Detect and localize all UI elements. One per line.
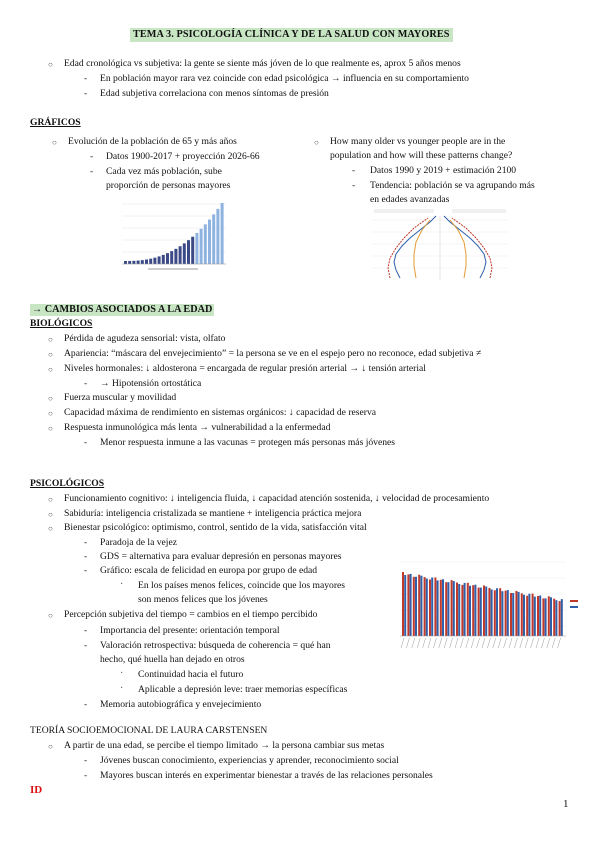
thumbnail-bar xyxy=(507,590,509,636)
bullet-dash-icon: - xyxy=(84,640,88,651)
graf-left-line-2: Datos 1900-2017 + proyección 2026-66 xyxy=(106,151,260,162)
bullet-dash-icon: - xyxy=(84,537,88,548)
thumbnail-bar xyxy=(561,599,563,636)
thumbnail-bar xyxy=(537,596,539,636)
thumbnail-bar xyxy=(542,598,544,636)
thumbnail-bar xyxy=(469,586,471,636)
bullet-circle-icon: ○ xyxy=(48,394,53,403)
graf-right-line-1: How many older vs younger people are in the xyxy=(330,136,506,147)
bio-line-1: Pérdida de agudeza sensorial: vista, olfato xyxy=(64,333,226,344)
thumbnail-bar xyxy=(496,588,498,636)
thumbnail-bar xyxy=(505,591,507,636)
thumbnail-bar xyxy=(437,580,439,636)
bullet-dash-icon: - xyxy=(84,73,88,84)
bullet-circle-icon: ○ xyxy=(48,409,53,418)
thumbnail-bar xyxy=(534,597,536,636)
section-cambios-heading: → CAMBIOS ASOCIADOS A LA EDAD xyxy=(32,304,213,315)
thumbnail-bar xyxy=(559,601,561,636)
thumbnail-bar xyxy=(208,220,211,264)
psi-line-10: Importancia del presente: orientación temporal xyxy=(100,625,280,636)
thumbnail-bar xyxy=(474,585,476,636)
teoria-line-3: Mayores buscan interés en experimentar bienestar a través de las relaciones personales xyxy=(100,770,433,781)
thumbnail-bar xyxy=(491,589,493,636)
thumbnail-bar xyxy=(453,581,455,636)
graf-right-line-2: population and how will these patterns change? xyxy=(330,150,513,161)
thumbnail-bar xyxy=(434,577,436,636)
bullet-dash-icon: - xyxy=(90,166,94,177)
thumbnail-bar xyxy=(170,251,173,264)
thumbnail-bar xyxy=(447,582,449,636)
thumbnail-bar xyxy=(518,592,520,636)
thumbnail-bar xyxy=(464,583,466,636)
psi-line-4: Paradoja de la vejez xyxy=(100,537,177,548)
bullet-circle-icon: ○ xyxy=(48,510,53,519)
bullet-circle-icon: ○ xyxy=(52,138,57,147)
section-teoria-heading: TEORÍA SOCIOEMOCIONAL DE LAURA CARSTENSEN xyxy=(30,725,268,736)
thumbnail-bar xyxy=(141,260,144,264)
thumbnail-bar xyxy=(550,597,552,636)
bullet-dash-icon: - xyxy=(84,755,88,766)
thumbnail-bar xyxy=(461,585,463,636)
bullet-dot-icon: · xyxy=(120,668,124,679)
happiness-europe-chart-image xyxy=(394,552,584,660)
thumbnail-bar xyxy=(499,588,501,636)
psi-line-3: Bienestar psicológico: optimismo, control, sentido de la vida, satisfacción vital xyxy=(64,522,367,533)
page-number: 1 xyxy=(563,798,569,810)
psi-line-1: Funcionamiento cognitivo: ↓ inteligencia fluida, ↓ capacidad atención sostenida, ↓ velocidad de procesamiento xyxy=(64,493,490,504)
thumbnail-bar xyxy=(532,594,534,636)
bio-line-5: Fuerza muscular y movilidad xyxy=(64,392,177,403)
bullet-dot-icon: · xyxy=(120,683,124,694)
thumbnail-bar xyxy=(429,580,431,637)
thumbnail-bar xyxy=(424,577,426,636)
graf-left-line-3: Cada vez más población, sube xyxy=(106,166,222,177)
thumbnail-bar xyxy=(478,588,480,636)
thumbnail-bar xyxy=(132,261,135,264)
bio-line-7: Respuesta inmunológica más lenta → vulnerabilidad a la enfermedad xyxy=(64,422,331,433)
intro-line-2: En población mayor rara vez coincide con edad psicológica → influencia en su comportamiento xyxy=(100,73,469,84)
intro-line-3: Edad subjetiva correlaciona con menos síntomas de presión xyxy=(100,88,329,99)
bullet-circle-icon: ○ xyxy=(48,611,53,620)
population-growth-chart-image xyxy=(108,196,230,274)
bullet-circle-icon: ○ xyxy=(48,495,53,504)
thumbnail-bar xyxy=(501,591,503,636)
thumbnail-bar xyxy=(174,249,177,264)
bio-line-4: → Hipotensión ortostática xyxy=(100,378,202,389)
thumbnail-bar xyxy=(440,580,442,636)
thumbnail-bar xyxy=(145,260,148,264)
thumbnail-bar xyxy=(410,574,412,636)
thumbnail-bar xyxy=(445,582,447,636)
thumbnail-bar xyxy=(431,578,433,637)
thumbnail-bar xyxy=(124,261,127,264)
bullet-circle-icon: ○ xyxy=(48,335,53,344)
bullet-dash-icon: - xyxy=(84,437,88,448)
bullet-circle-icon: ○ xyxy=(48,350,53,359)
thumbnail-bar xyxy=(523,595,525,636)
bullet-dash-icon: - xyxy=(90,151,94,162)
psi-line-11: Valoración retrospectiva: búsqueda de coherencia = qué han xyxy=(100,640,331,651)
thumbnail-bar xyxy=(528,594,530,636)
thumbnail-bar xyxy=(458,584,460,636)
psi-line-8: son menos felices que los jóvenes xyxy=(138,594,268,605)
section-graficos-heading: GRÁFICOS xyxy=(30,117,81,128)
thumbnail-bar xyxy=(137,261,140,264)
thumbnail-bar xyxy=(407,574,409,636)
thumbnail-bar xyxy=(158,256,161,264)
thumbnail-bar xyxy=(539,596,541,637)
bullet-dash-icon: - xyxy=(84,88,88,99)
bio-line-3: Niveles hormonales: ↓ aldosterona = encargada de regular presión arterial → ↓ tensión arterial xyxy=(64,363,426,374)
thumbnail-bar xyxy=(195,233,198,264)
thumbnail-bar xyxy=(451,580,453,636)
bio-line-8: Menor respuesta inmune a las vacunas = protegen más personas más jóvenes xyxy=(100,437,396,448)
bullet-circle-icon: ○ xyxy=(48,742,53,751)
psi-line-14: Aplicable a depresión leve: traer memorias específicas xyxy=(138,684,348,695)
thumbnail-bar xyxy=(418,575,420,636)
thumbnail-bar xyxy=(515,591,517,636)
psi-line-5: GDS = alternativa para evaluar depresión en personas mayores xyxy=(100,551,342,562)
thumbnail-bar xyxy=(480,588,482,636)
thumbnail-bar xyxy=(545,598,547,636)
thumbnail-bar xyxy=(404,575,406,636)
psi-line-6: Gráfico: escala de felicidad en europa por grupo de edad xyxy=(100,565,318,576)
teoria-line-1: A partir de una edad, se percibe el tiempo limitado → la persona cambiar sus metas xyxy=(64,740,385,751)
graf-left-line-1: Evolución de la población de 65 y más años xyxy=(68,136,237,147)
bullet-circle-icon: ○ xyxy=(48,424,53,433)
thumbnail-bar xyxy=(216,209,219,264)
bullet-circle-icon: ○ xyxy=(48,365,53,374)
thumbnail-bar xyxy=(162,255,165,264)
thumbnail-bar xyxy=(526,596,528,636)
thumbnail-bar xyxy=(467,583,469,636)
thumbnail-bar xyxy=(555,600,557,636)
psi-line-12: hecho, qué huella han dejado en otros xyxy=(100,654,245,665)
thumbnail-bar xyxy=(166,253,169,264)
graf-left-line-4: proporción de personas mayores xyxy=(106,180,231,191)
bio-line-6: Capacidad máxima de rendimiento en sistemas orgánicos: ↓ capacidad de reserva xyxy=(64,407,377,418)
id-logo: ID xyxy=(30,784,43,796)
thumbnail-bar xyxy=(413,577,415,636)
thumbnail-bar xyxy=(415,577,417,636)
bio-line-2: Apariencia: “máscara del envejecimiento” = la persona se ve en el espejo pero no reconoce, edad subjetiva ≠ xyxy=(64,348,482,359)
bullet-dash-icon: - xyxy=(84,565,88,576)
graf-right-line-3: Datos 1990 y 2019 + estimación 2100 xyxy=(370,165,517,176)
thumbnail-bar xyxy=(204,224,207,264)
bullet-dash-icon: - xyxy=(84,770,88,781)
bullet-circle-icon: ○ xyxy=(314,138,319,147)
psi-line-7: En los países menos felices, coincide que los mayores xyxy=(138,580,346,591)
thumbnail-bar xyxy=(191,237,194,264)
thumbnail-bar xyxy=(420,576,422,636)
bullet-dash-icon: - xyxy=(352,180,356,191)
thumbnail-bar xyxy=(512,593,514,636)
thumbnail-bar xyxy=(200,229,203,264)
graf-right-line-4: Tendencia: población se va agrupando más xyxy=(370,180,535,191)
population-pyramid-chart-image xyxy=(370,206,510,284)
thumbnail-bar xyxy=(426,579,428,636)
psi-line-15: Memoria autobiográfica y envejecimiento xyxy=(100,699,262,710)
bullet-circle-icon: ○ xyxy=(48,60,53,69)
thumbnail-bar xyxy=(212,214,215,264)
thumbnail-bar xyxy=(553,599,555,636)
thumbnail-bar xyxy=(221,203,224,264)
thumbnail-bar xyxy=(456,583,458,637)
bullet-dash-icon: - xyxy=(84,378,88,389)
bullet-circle-icon: ○ xyxy=(48,524,53,533)
thumbnail-bar xyxy=(442,579,444,636)
thumbnail-bar xyxy=(153,258,156,264)
graf-right-line-5: en edades avanzadas xyxy=(370,194,450,205)
thumbnail-bar xyxy=(485,587,487,637)
teoria-line-2: Jóvenes buscan conocimiento, experiencias y aprender, reconocimiento social xyxy=(100,755,399,766)
thumbnail-bar xyxy=(402,572,404,636)
bullet-dash-icon: - xyxy=(84,625,88,636)
thumbnail-bar xyxy=(488,588,490,636)
section-psicologicos-heading: PSICOLÓGICOS xyxy=(30,478,105,489)
thumbnail-bar xyxy=(179,246,182,264)
thumbnail-bar xyxy=(128,261,131,264)
intro-line-1: Edad cronológica vs subjetiva: la gente se siente más jóven de lo que realmente es, aprox 5 años menos xyxy=(64,58,461,69)
psi-line-13: Continuidad hacia el futuro xyxy=(138,669,244,680)
bullet-dash-icon: - xyxy=(352,165,356,176)
thumbnail-bar xyxy=(510,593,512,636)
thumbnail-bar xyxy=(483,586,485,637)
bullet-dot-icon: · xyxy=(120,579,124,590)
thumbnail-bar xyxy=(548,596,550,636)
thumbnail-bar xyxy=(187,240,190,264)
thumbnail-bar xyxy=(494,590,496,636)
bullet-dash-icon: - xyxy=(84,699,88,710)
section-biologicos-heading: BIOLÓGICOS xyxy=(30,318,93,329)
psi-line-2: Sabiduría: inteligencia cristalizada se mantiene + inteligencia práctica mejora xyxy=(64,508,362,519)
thumbnail-bar xyxy=(149,259,152,264)
psi-line-9: Percepción subjetiva del tiempo = cambios en el tiempo percibido xyxy=(64,609,318,620)
page-title: TEMA 3. PSICOLOGÍA CLÍNICA Y DE LA SALUD CON MAYORES xyxy=(130,28,453,42)
bullet-dash-icon: - xyxy=(84,551,88,562)
thumbnail-bar xyxy=(472,585,474,636)
thumbnail-bar xyxy=(183,243,186,264)
thumbnail-bar xyxy=(521,593,523,636)
